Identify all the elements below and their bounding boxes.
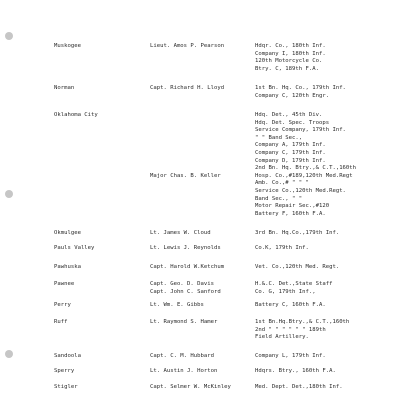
unit-line: 2nd Bn. Hq. Btry.,& C.T.,160th [255, 165, 357, 172]
unit-line: Company A, 179th Inf. [255, 142, 326, 149]
officer-line: Capt. Geo. D. Davis [150, 281, 214, 287]
officer-cell [150, 281, 221, 296]
unit-line: Med. Dept. Det.,180th Inf. [255, 384, 343, 390]
unit-line: Hdq. Det. Spec. Troops [255, 119, 330, 126]
officer-cell [150, 230, 211, 238]
unit-line: Company L, 179th Inf. [255, 353, 326, 359]
units-cell [255, 353, 326, 361]
unit-line: Btry. C, 189th F.A. [255, 65, 319, 72]
officer-cell [150, 319, 217, 327]
unit-line: Hosp. Co.,#189,120th Med.Regt [255, 172, 353, 179]
unit-line: 1st Bn.Hq.Btry.,& C.T.,160th [255, 319, 350, 325]
units-cell [255, 85, 346, 100]
station-name: Sandoola [54, 353, 81, 359]
officer-line [150, 158, 221, 166]
unit-line: Hdqr. Co., 180th Inf. [255, 43, 326, 49]
officer-line: Major Chas. B. Keller [150, 172, 221, 179]
station-name: Sperry [54, 368, 75, 374]
station-name: Pawhuska [54, 264, 81, 270]
units-cell [255, 245, 309, 253]
punch-hole [5, 32, 13, 40]
officer-cell [150, 264, 224, 272]
units-cell [255, 264, 339, 272]
officer-line: Capt. Harold W.Ketchum [150, 264, 225, 270]
station-name: Norman [54, 85, 75, 91]
unit-line: Battery F, 160th F.A. [255, 210, 326, 217]
unit-line: Hdqrs. Btry., 160th F.A. [255, 368, 336, 374]
unit-line: Company C, 179th Inf. [255, 149, 326, 156]
units-cell [255, 319, 349, 342]
units-cell [255, 302, 326, 310]
units-cell [255, 43, 326, 73]
officer-line: Lieut. Amos P. Pearson [150, 43, 225, 49]
unit-line: Company D, 179th Inf. [255, 157, 326, 164]
officer-line: Capt. John C. Sanford [150, 288, 221, 295]
officer-line [150, 112, 221, 120]
unit-line: 120th Motorcycle Co. [255, 58, 323, 65]
station-name: Oklahoma City [54, 112, 98, 118]
unit-line: Motor Repair Sec.,#120 [255, 203, 330, 210]
unit-line: Co.K, 179th Inf. [255, 245, 309, 251]
officer-line: Lt. James W. Cloud [150, 230, 211, 236]
station-name: Ruff [54, 319, 68, 325]
unit-line: 1st Bn. Hq. Co., 179th Inf. [255, 85, 346, 91]
officer-line [150, 142, 221, 150]
officer-line: Lt. Austin J. Horton [150, 368, 218, 374]
officer-line [150, 120, 221, 128]
station-name: Okmulgee [54, 230, 81, 236]
unit-line: Vet. Co.,120th Med. Regt. [255, 264, 340, 270]
officer-line [150, 150, 221, 158]
unit-line: Company I, 180th Inf. [255, 50, 326, 57]
station-name: Muskogee [54, 43, 81, 49]
officer-cell [150, 353, 214, 361]
officer-cell [150, 43, 224, 51]
station-name: Perry [54, 302, 71, 308]
officer-line: Lt. Wm. E. Gibbs [150, 302, 204, 308]
officer-cell [150, 302, 204, 310]
unit-line: Co. G, 179th Inf., [255, 288, 316, 295]
unit-line: Service Co.,120th Med.Regt. [255, 187, 346, 194]
unit-line: Battery C, 160th F.A. [255, 302, 326, 308]
officer-line: Lt. Raymond S. Hamer [150, 319, 218, 325]
station-name: Pawnee [54, 281, 75, 287]
unit-line: Amb. Co.,# " " " [255, 180, 309, 187]
units-cell [255, 281, 332, 296]
officer-line: Capt. Selmer W. McKinley [150, 384, 231, 390]
station-name: Stigler [54, 384, 78, 390]
officer-line: Capt. Richard H. Lloyd [150, 85, 225, 91]
units-cell [255, 368, 336, 376]
officer-line: Lt. Lewis J. Reynolds [150, 245, 221, 251]
units-cell [255, 112, 356, 218]
unit-line: Service Company, 179th Inf. [255, 127, 346, 134]
officer-cell [150, 245, 221, 253]
units-cell [255, 230, 339, 238]
officer-line [150, 165, 221, 173]
unit-line: 3rd Bn. Hq.Co.,179th Inf. [255, 230, 340, 236]
unit-line: H.&.C. Det.,State Staff [255, 281, 333, 287]
unit-line: Hdq. Det., 45th Div. [255, 112, 323, 118]
unit-line: Field Artillery. [255, 334, 309, 341]
officer-line [150, 127, 221, 135]
unit-line: " " Band Sec., [255, 134, 303, 141]
punch-hole [5, 190, 13, 198]
officer-cell [150, 368, 217, 376]
officer-line: Capt. C. M. Hubbard [150, 353, 214, 359]
officer-line [150, 135, 221, 143]
unit-line: 2nd " " " " " " 189th [255, 326, 326, 333]
units-cell [255, 384, 343, 392]
unit-line: Company C, 120th Engr. [255, 92, 330, 99]
station-name: Pauls Valley [54, 245, 95, 251]
unit-line: Band Sec., " " [255, 195, 303, 202]
officer-cell [150, 384, 231, 392]
officer-cell [150, 85, 224, 93]
punch-hole [5, 350, 13, 358]
officer-cell [150, 112, 221, 180]
